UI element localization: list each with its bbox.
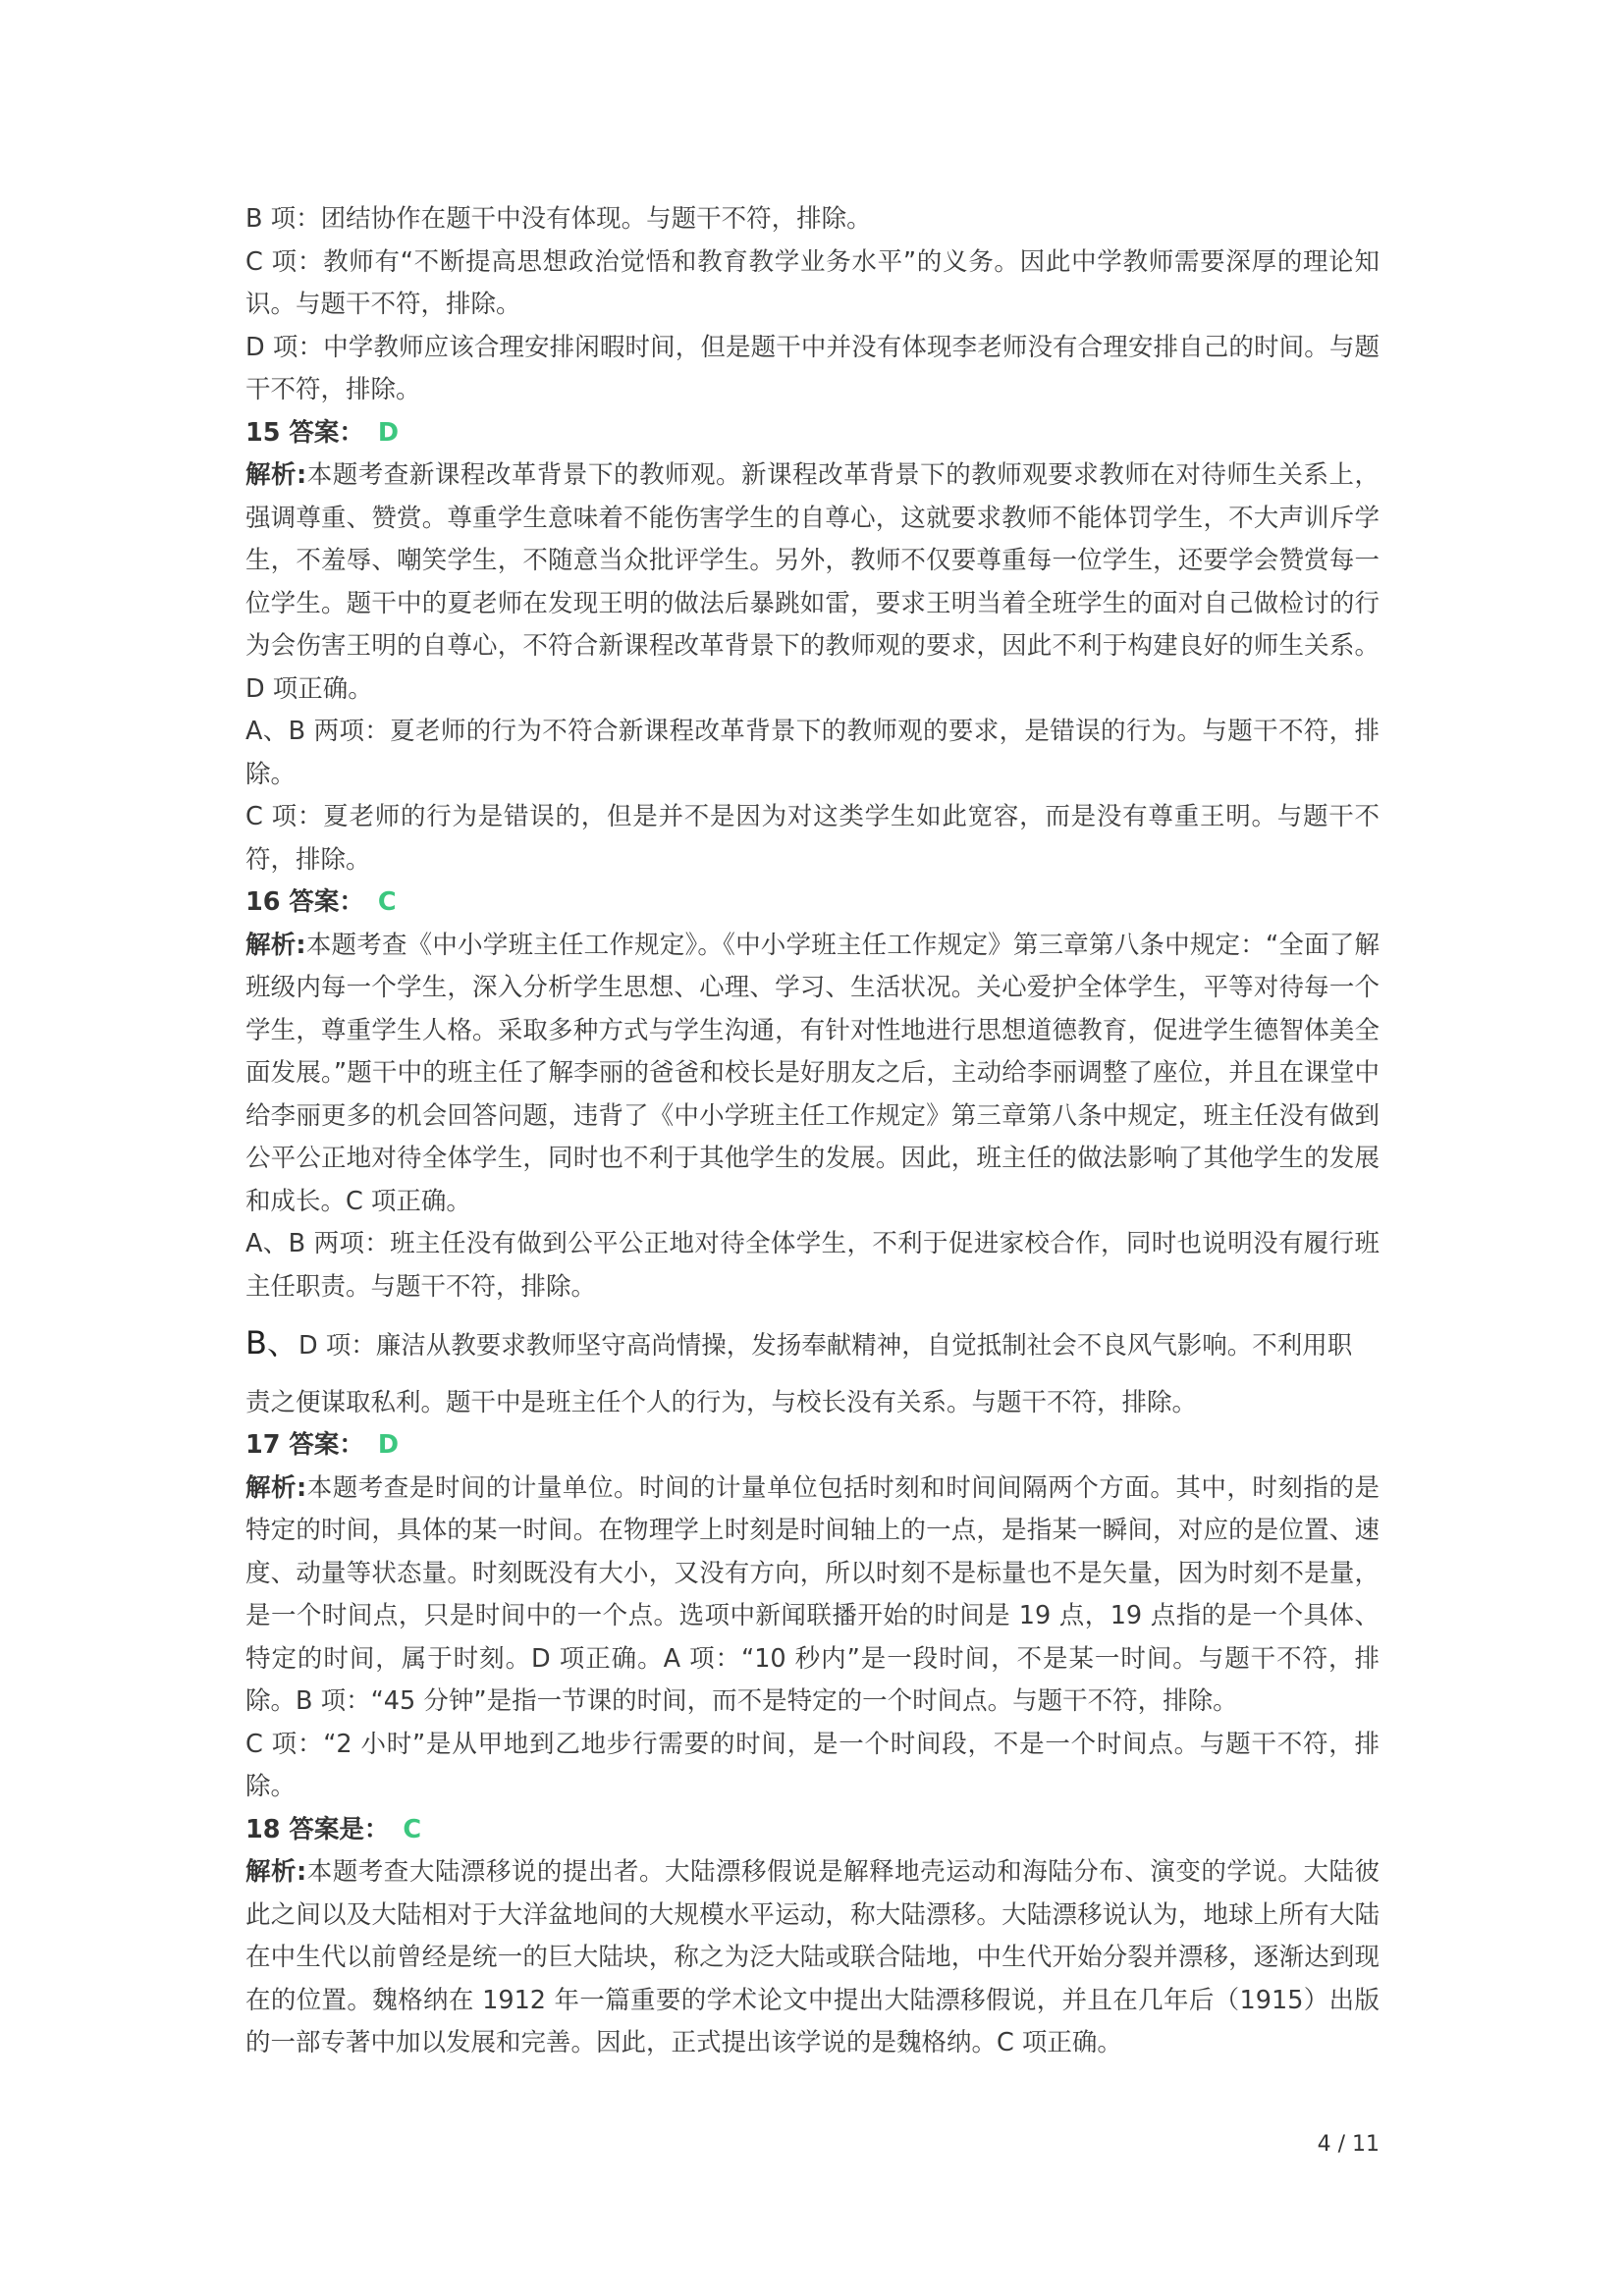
q16-answer-heading <box>245 881 1380 925</box>
option-c-explanation: C 项：教师有“不断提高思想政治觉悟和教育教学业务水平”的义务。因此中学教师需要深厚的理论知识。与题干不符，排除。 <box>245 246 1380 319</box>
q15-analysis-text: 本题考查新课程改革背景下的教师观。新课程改革背景下的教师观要求教师在对待师生关系上，强调尊重、赞赏。尊重学生意味着不能伤害学生的自尊心，这就要求教师不能体罚学生，不大声训斥学生，不羞辱、嘲笑学生，不随意当众批评学生。另外，教师不仅要尊重每一位学生，还要学会赞赏每一位学生。题干中的夏老师在发现王明的做法后暴跳如雷，要求王明当着全班学生的面对自己做检讨的行为会伤害王明的自尊心，不符合新课程改革背景下的教师观的要求，因此不利于构建良好的师生关系。D 项正确。 <box>245 460 1380 704</box>
q16-option-ab: A、B 两项：班主任没有做到公平公正地对待全体学生，不利于促进家校合作，同时也说明没有履行班主任职责。与题干不符，排除。 <box>245 1229 1380 1302</box>
q16-option-bd-prefix: B、 <box>245 1324 298 1362</box>
q16-option-bd <box>245 1322 1380 1368</box>
q18-answer-heading <box>245 1809 1380 1852</box>
option-b-explanation: B 项：团结协作在题干中没有体现。与题干不符，排除。 <box>245 204 872 234</box>
q15-answer-letter: D <box>377 417 400 448</box>
q17-analysis <box>245 1468 1380 1724</box>
q17-answer-letter: D <box>377 1430 400 1460</box>
q16-analysis <box>245 925 1380 1224</box>
q16-analysis-text: 本题考查《中小学班主任工作规定》。《中小学班主任工作规定》第三章第八条中规定：“全面了解班级内每一个学生，深入分析学生思想、心理、学习、生活状况。关心爱护全体学生，平等对待每一个学生，尊重学生人格。采取多种方式与学生沟通，有针对性地进行思想道德教育，促进学生德智体美全面发展。”题干中的班主任了解李丽的爸爸和校长是好朋友之后，主动给李丽调整了座位，并且在课堂中给李丽更多的机会回答问题，违背了《中小学班主任工作规定》第三章第八条中规定，班主任没有做到公平公正地对待全体学生，同时也不利于其他学生的发展。因此，班主任的做法影响了其他学生的发展和成长。C 项正确。 <box>245 930 1380 1216</box>
q18-answer-label: 18 答案是： <box>245 1814 390 1844</box>
q16-option-bd-continued: 责之便谋取私利。题干中是班主任个人的行为，与校长没有关系。与题干不符，排除。 <box>245 1387 1198 1417</box>
page-number: 4 / 11 <box>1317 2132 1380 2157</box>
q17-analysis-text: 本题考查是时间的计量单位。时间的计量单位包括时刻和时间间隔两个方面。其中，时刻指的是特定的时间，具体的某一时间。在物理学上时刻是时间轴上的一点，是指某一瞬间，对应的是位置、速度、动量等状态量。时刻既没有大小，又没有方向，所以时刻不是标量也不是矢量，因为时刻不是量，是一个时间点，只是时间中的一个点。选项中新闻联播开始的时间是 19 点，19 点指的是一个具体、特定的时间，属于时刻。D 项正确。A 项：“10 秒内”是一段时间，不是某一时间。与题干不符，排除。B 项：“45 分钟”是指一节课的时间，而不是特定的一个时间点。与题干不符，排除。 <box>245 1472 1380 1716</box>
q17-answer-heading <box>245 1424 1380 1468</box>
q15-option-ab: A、B 两项：夏老师的行为不符合新课程改革背景下的教师观的要求，是错误的行为。与题干不符，排除。 <box>245 717 1380 789</box>
option-d-explanation: D 项：中学教师应该合理安排闲暇时间，但是题干中并没有体现李老师没有合理安排自己的时间。与题干不符，排除。 <box>245 332 1380 404</box>
q18-analysis <box>245 1851 1380 2065</box>
q17-answer-label: 17 答案： <box>245 1430 364 1460</box>
q16-option-bd-text: D 项：廉洁从教要求教师坚守高尚情操，发扬奉献精神，自觉抵制社会不良风气影响。不利用职 <box>298 1331 1353 1361</box>
q18-analysis-text: 本题考查大陆漂移说的提出者。大陆漂移假说是解释地壳运动和海陆分布、演变的学说。大陆彼此之间以及大陆相对于大洋盆地间的大规模水平运动，称大陆漂移。大陆漂移说认为，地球上所有大陆在中生代以前曾经是统一的巨大陆块，称之为泛大陆或联合陆地，中生代开始分裂并漂移，逐渐达到现在的位置。魏格纳在 1912 年一篇重要的学术论文中提出大陆漂移假说，并且在几年后（1915）出版的一部专著中加以发展和完善。因此，正式提出该学说的是魏格纳。C 项正确。 <box>245 1857 1380 2057</box>
q16-answer-label: 16 答案： <box>245 887 364 917</box>
q17-analysis-label: 解析: <box>245 1472 307 1503</box>
q16-analysis-label: 解析: <box>245 930 306 960</box>
page-content <box>245 198 1380 2065</box>
q15-analysis <box>245 454 1380 711</box>
q16-answer-letter: C <box>377 887 397 917</box>
q15-answer-label: 15 答案： <box>245 417 364 448</box>
q15-analysis-label: 解析: <box>245 460 307 490</box>
q15-option-c: C 项：夏老师的行为是错误的，但是并不是因为对这类学生如此宽容，而是没有尊重王明。与题干不符，排除。 <box>245 802 1380 875</box>
q15-answer-heading <box>245 412 1380 455</box>
q18-answer-letter: C <box>403 1814 422 1844</box>
q18-analysis-label: 解析: <box>245 1857 307 1887</box>
q17-option-c: C 项：“2 小时”是从甲地到乙地步行需要的时间，是一个时间段，不是一个时间点。与题干不符，排除。 <box>245 1729 1380 1801</box>
